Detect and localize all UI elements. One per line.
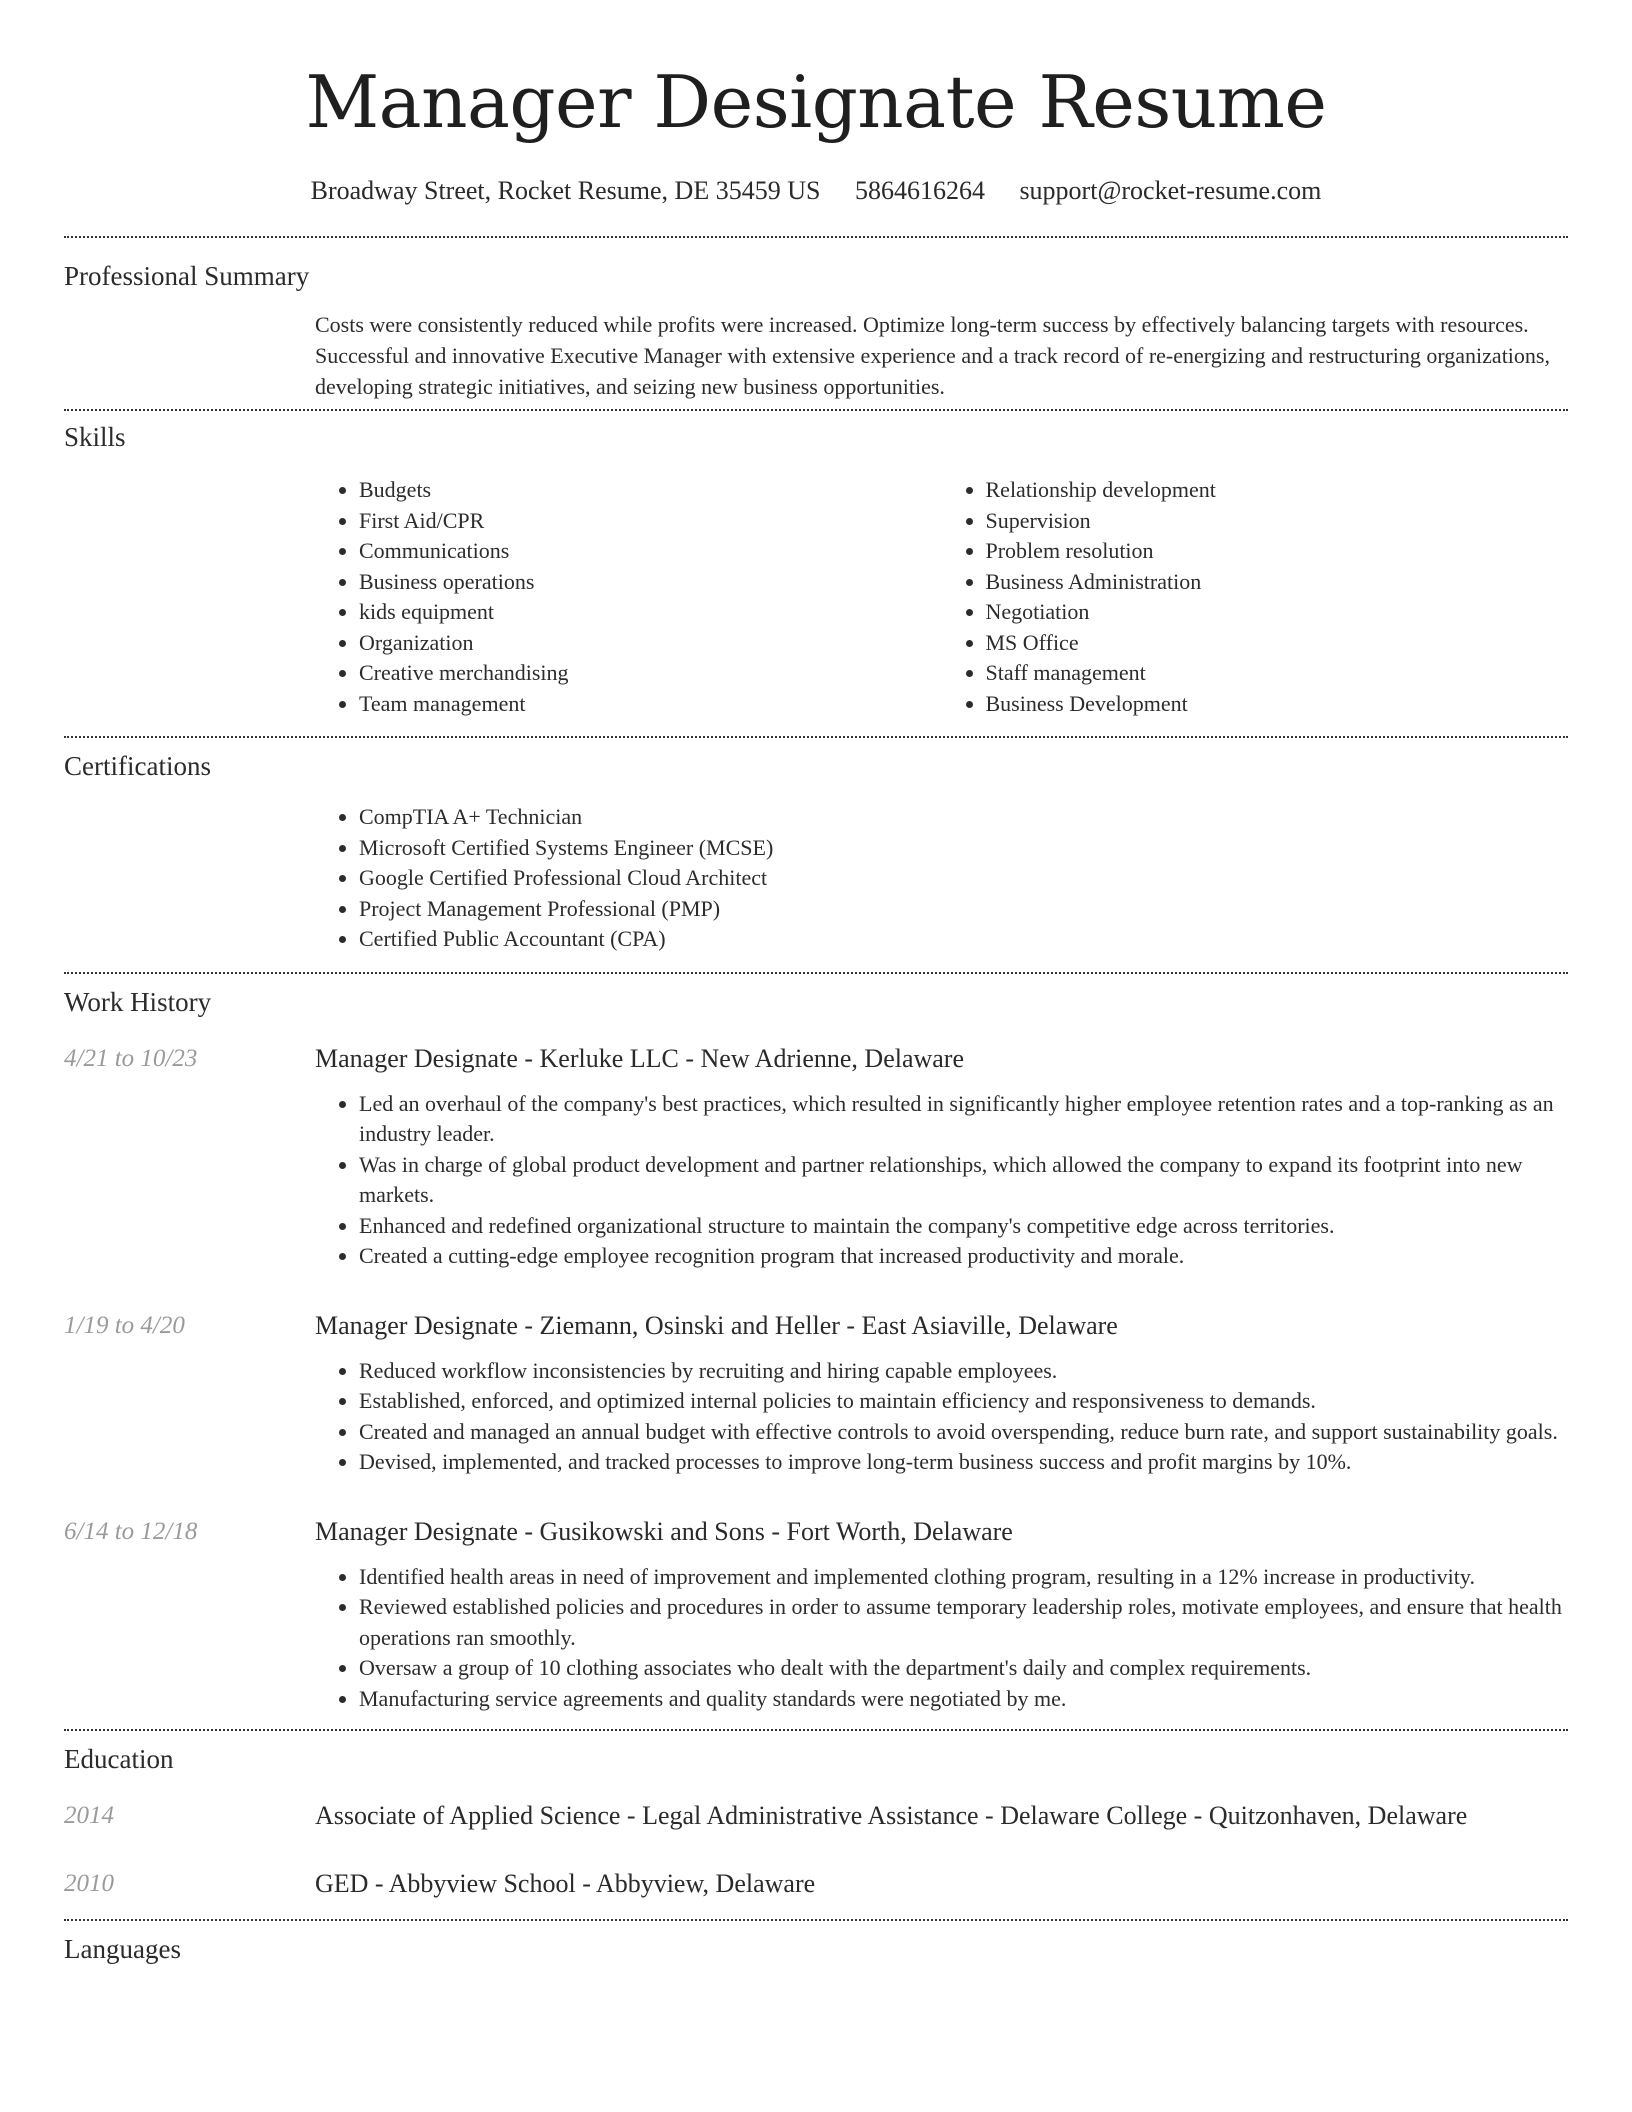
list-item: • Staff management	[986, 658, 1569, 689]
education-heading: Associate of Applied Science - Legal Administrative Assistance - Delaware College - Quitzonhaven, Delaware	[315, 1801, 1468, 1830]
section-title-languages: Languages	[64, 1934, 181, 1964]
contact-email[interactable]: support@rocket-resume.com	[1019, 176, 1322, 205]
list-item: • Problem resolution	[986, 536, 1569, 567]
summary-section	[64, 258, 1568, 402]
list-item: • Created a cutting-edge employee recognition program that increased productivity and morale.	[359, 1241, 1568, 1272]
list-item: • Certified Public Accountant (CPA)	[359, 924, 1568, 955]
job-body	[315, 1308, 1568, 1478]
divider	[64, 972, 1568, 974]
certifications-section	[64, 748, 1568, 955]
list-item: • Oversaw a group of 10 clothing associates who dealt with the department's daily and complex requirements.	[359, 1653, 1568, 1684]
skills-section	[64, 419, 1568, 719]
list-item: • Team management	[359, 689, 942, 720]
job-bullets	[315, 1356, 1568, 1478]
list-item: • Created and managed an annual budget with effective controls to avoid overspending, reduce burn rate, and support sustainability goals.	[359, 1417, 1568, 1448]
list-item: • CompTIA A+ Technician	[359, 802, 1568, 833]
languages-section	[64, 1931, 1568, 1967]
divider	[64, 409, 1568, 411]
list-item: • Budgets	[359, 475, 942, 506]
list-item: • Organization	[359, 628, 942, 659]
job-bullets	[315, 1089, 1568, 1272]
section-title-certifications: Certifications	[64, 751, 211, 781]
list-item: • Reduced workflow inconsistencies by recruiting and hiring capable employees.	[359, 1356, 1568, 1387]
list-item: • Communications	[359, 536, 942, 567]
skills-list-left	[315, 475, 942, 719]
education-date: 2010	[64, 1870, 114, 1897]
job-entry	[64, 1514, 1568, 1715]
job-bullets	[315, 1562, 1568, 1715]
list-item: • Project Management Professional (PMP)	[359, 894, 1568, 925]
job-date: 6/14 to 12/18	[64, 1517, 198, 1545]
job-heading: Manager Designate - Gusikowski and Sons - Fort Worth, Delaware	[315, 1516, 1013, 1546]
list-item: • First Aid/CPR	[359, 506, 942, 537]
section-title-summary: Professional Summary	[64, 261, 310, 291]
contact-phone: 5864616264	[854, 176, 985, 205]
list-item: • Business Development	[986, 689, 1569, 720]
skills-grid	[315, 475, 1568, 719]
education-body	[315, 1798, 1568, 1834]
job-entry	[64, 1041, 1568, 1272]
job-entry	[64, 1308, 1568, 1478]
education-date: 2014	[64, 1802, 114, 1829]
list-item: • Business operations	[359, 567, 942, 598]
list-item: • Google Certified Professional Cloud Architect	[359, 863, 1568, 894]
education-section	[64, 1741, 1568, 1902]
work-history-section	[64, 984, 1568, 1715]
divider	[64, 236, 1568, 238]
list-item: • Identified health areas in need of improvement and implemented clothing program, resulting in a 12% increase in productivity.	[359, 1562, 1568, 1593]
list-item: • Reviewed established policies and procedures in order to assume temporary leadership roles, motivate employees, and ensure that health operations ran smoothly.	[359, 1592, 1568, 1653]
list-item: • Established, enforced, and optimized internal policies to maintain efficiency and responsiveness to demands.	[359, 1386, 1568, 1417]
job-date: 4/21 to 10/23	[64, 1044, 198, 1072]
divider	[64, 1919, 1568, 1921]
contact-line	[64, 174, 1568, 208]
job-body	[315, 1041, 1568, 1272]
list-item: • Relationship development	[986, 475, 1569, 506]
resume-title: Manager Designate Resume	[305, 60, 1327, 144]
list-item: • Business Administration	[986, 567, 1569, 598]
section-title-skills: Skills	[64, 422, 126, 452]
divider	[64, 1729, 1568, 1731]
education-heading: GED - Abbyview School - Abbyview, Delaware	[315, 1869, 816, 1898]
job-heading: Manager Designate - Kerluke LLC - New Adrienne, Delaware	[315, 1043, 965, 1073]
resume-page	[64, 0, 1568, 1967]
list-item: • Microsoft Certified Systems Engineer (MCSE)	[359, 833, 1568, 864]
skills-list-right	[942, 475, 1569, 719]
list-item: • kids equipment	[359, 597, 942, 628]
section-title-work: Work History	[64, 986, 212, 1017]
job-date: 1/19 to 4/20	[64, 1311, 185, 1339]
list-item: • Led an overhaul of the company's best practices, which resulted in significantly higher employee retention rates and a top-ranking as an industry leader.	[359, 1089, 1568, 1150]
education-entry	[64, 1798, 1568, 1834]
contact-address: Broadway Street, Rocket Resume, DE 35459 US	[310, 176, 821, 205]
job-body	[315, 1514, 1568, 1715]
job-heading: Manager Designate - Ziemann, Osinski and Heller - East Asiaville, Delaware	[315, 1310, 1118, 1340]
list-item: • Creative merchandising	[359, 658, 942, 689]
list-item: • Enhanced and redefined organizational structure to maintain the company's competitive edge across territories.	[359, 1211, 1568, 1242]
education-entry	[64, 1866, 1568, 1902]
certifications-list	[315, 802, 1568, 955]
summary-text: Costs were consistently reduced while profits were increased. Optimize long-term success by effectively balancing targets with resources. Successful and innovative Executive Manager with extensive experience and a track record of re-energizing and restructuring organizations, developing strategic initiatives, and seizing new business opportunities.	[315, 312, 1550, 399]
list-item: • Manufacturing service agreements and quality standards were negotiated by me.	[359, 1684, 1568, 1715]
list-item: • Supervision	[986, 506, 1569, 537]
list-item: • Negotiation	[986, 597, 1569, 628]
divider	[64, 736, 1568, 738]
certifications-body	[315, 802, 1568, 955]
list-item: • Was in charge of global product development and partner relationships, which allowed the company to expand its footprint into new markets.	[359, 1150, 1568, 1211]
section-title-education: Education	[64, 1744, 174, 1774]
list-item: • Devised, implemented, and tracked processes to improve long-term business success and profit margins by 10%.	[359, 1447, 1568, 1478]
list-item: • MS Office	[986, 628, 1569, 659]
education-body	[315, 1866, 1568, 1902]
